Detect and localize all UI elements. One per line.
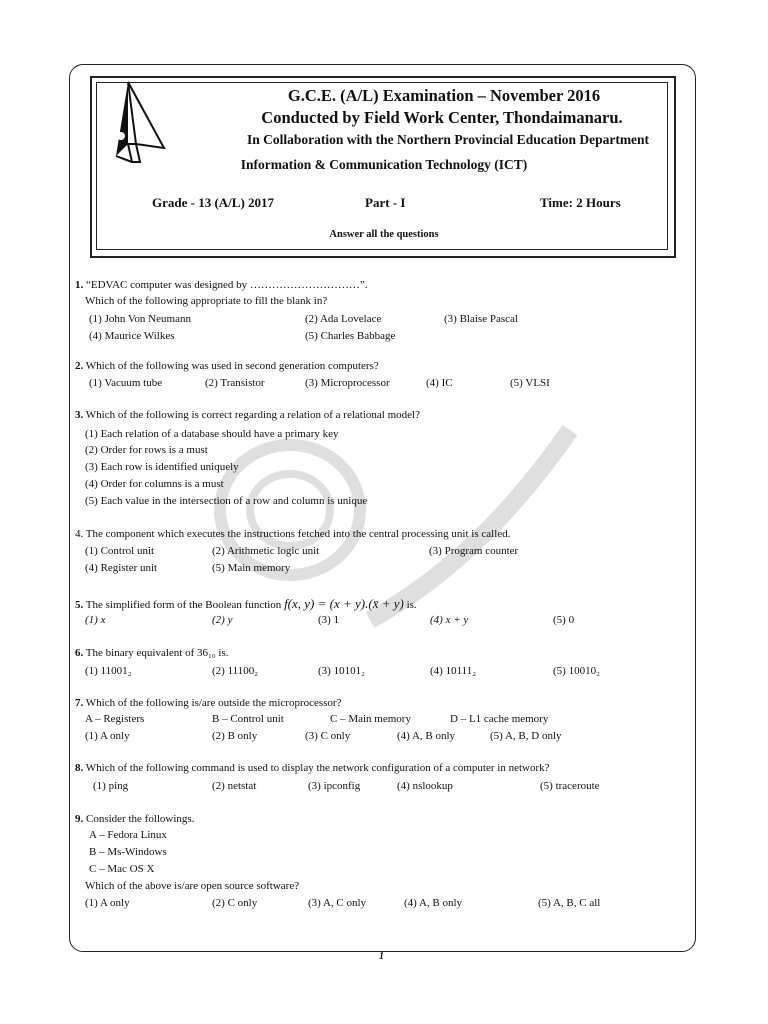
q4-option-4: (4) Register unit (85, 562, 158, 574)
q7-option-2: (2) B only (212, 730, 258, 742)
question-2: 2. Which of the following was used in second generation computers? (75, 360, 379, 372)
q2-option-3: (3) Microprocessor (305, 377, 390, 389)
q4-option-1: (1) Control unit (85, 545, 155, 557)
subject-line: Information & Communication Technology (ICT) (240, 157, 528, 172)
q9-item-b: B – Ms-Windows (89, 846, 167, 858)
q1-option-4: (4) Maurice Wilkes (89, 330, 175, 342)
question-1: 1. “EDVAC computer was designed by …………………………”. (75, 279, 368, 291)
q2-option-5: (5) VLSI (510, 377, 550, 389)
question-3: 3. Which of the following is correct regarding a relation of a relational model? (75, 409, 420, 421)
question-9-sub: Which of the above is/are open source software? (85, 880, 300, 892)
q1-option-2: (2) Ada Lovelace (305, 313, 382, 325)
q6-option-4: (4) 10111₂ (430, 665, 477, 677)
q5-option-3: (3) 1 (318, 614, 340, 626)
question-9: 9. Consider the followings. (75, 813, 195, 825)
time-label: Time: 2 Hours (540, 195, 621, 210)
exam-title: G.C.E. (A/L) Examination – November 2016 (287, 86, 601, 105)
q9-option-3: (3) A, C only (308, 897, 367, 909)
question-5: 5. The simplified form of the Boolean function f(x, y) = (x + y).(x̄ + y) is. (75, 596, 417, 611)
instruction: Answer all the questions (329, 229, 439, 240)
q7-item-b: B – Control unit (212, 713, 284, 725)
q7-option-5: (5) A, B, D only (490, 730, 562, 742)
q6-option-3: (3) 10101₂ (318, 665, 365, 677)
q2-option-2: (2) Transistor (205, 377, 265, 389)
q4-option-3: (3) Program counter (429, 545, 519, 557)
collaboration-line: In Collaboration with the Northern Provincial Education Department (246, 132, 650, 147)
q1-option-1: (1) John Von Neumann (89, 313, 191, 325)
q6-option-5: (5) 10010₂ (553, 665, 600, 677)
q5-option-5: (5) 0 (553, 614, 575, 626)
page-number: 1 (379, 951, 384, 962)
q9-item-c: C – Mac OS X (89, 863, 155, 875)
question-7: 7. Which of the following is/are outside the microprocessor? (75, 697, 342, 709)
q7-item-a: A – Registers (85, 713, 145, 725)
q2-option-1: (1) Vacuum tube (89, 377, 163, 389)
q9-option-4: (4) A, B only (404, 897, 463, 909)
q7-item-c: C – Main memory (330, 713, 411, 725)
q6-option-2: (2) 11100₂ (212, 665, 259, 677)
question-4: 4. The component which executes the instructions fetched into the central processing unit is called. (75, 528, 511, 540)
q3-option-5: (5) Each value in the intersection of a row and column is unique (85, 495, 368, 507)
question-1-sub: Which of the following appropriate to fill the blank in? (85, 295, 328, 307)
q4-option-2: (2) Arithmetic logic unit (212, 545, 320, 557)
q8-option-1: (1) ping (93, 780, 129, 792)
grade-label: Grade - 13 (A/L) 2017 (152, 195, 275, 210)
q3-option-4: (4) Order for columns is a must (85, 478, 224, 490)
q5-option-2: (2) y (212, 614, 233, 626)
question-6: 6. The binary equivalent of 36₁₀ is. (75, 647, 229, 659)
q5-option-1: (1) x (85, 614, 106, 626)
part-label: Part - I (365, 195, 406, 210)
q7-item-d: D – L1 cache memory (450, 713, 549, 725)
q6-option-1: (1) 11001₂ (85, 665, 132, 677)
q2-option-4: (4) IC (426, 377, 453, 389)
q3-option-3: (3) Each row is identified uniquely (85, 461, 239, 473)
q9-option-5: (5) A, B, C all (538, 897, 601, 909)
q9-option-1: (1) A only (85, 897, 130, 909)
q5-option-4: (4) x + y (430, 614, 469, 626)
q1-option-5: (5) Charles Babbage (305, 330, 396, 342)
q1-option-3: (3) Blaise Pascal (444, 313, 518, 325)
q3-option-2: (2) Order for rows is a must (85, 444, 208, 456)
q9-option-2: (2) C only (212, 897, 258, 909)
q9-item-a: A – Fedora Linux (89, 829, 167, 841)
question-8: 8. Which of the following command is used to display the network configuration of a computer in network? (75, 762, 550, 774)
q8-option-4: (4) nslookup (397, 780, 453, 792)
q8-option-3: (3) ipconfig (308, 780, 361, 792)
q3-option-1: (1) Each relation of a database should have a primary key (85, 428, 339, 440)
q7-option-4: (4) A, B only (397, 730, 456, 742)
q8-option-2: (2) netstat (212, 780, 257, 792)
conductor-line: Conducted by Field Work Center, Thondaimanaru. (261, 108, 623, 127)
q8-option-5: (5) traceroute (540, 780, 600, 792)
q7-option-1: (1) A only (85, 730, 130, 742)
q4-option-5: (5) Main memory (212, 562, 291, 574)
q7-option-3: (3) C only (305, 730, 351, 742)
